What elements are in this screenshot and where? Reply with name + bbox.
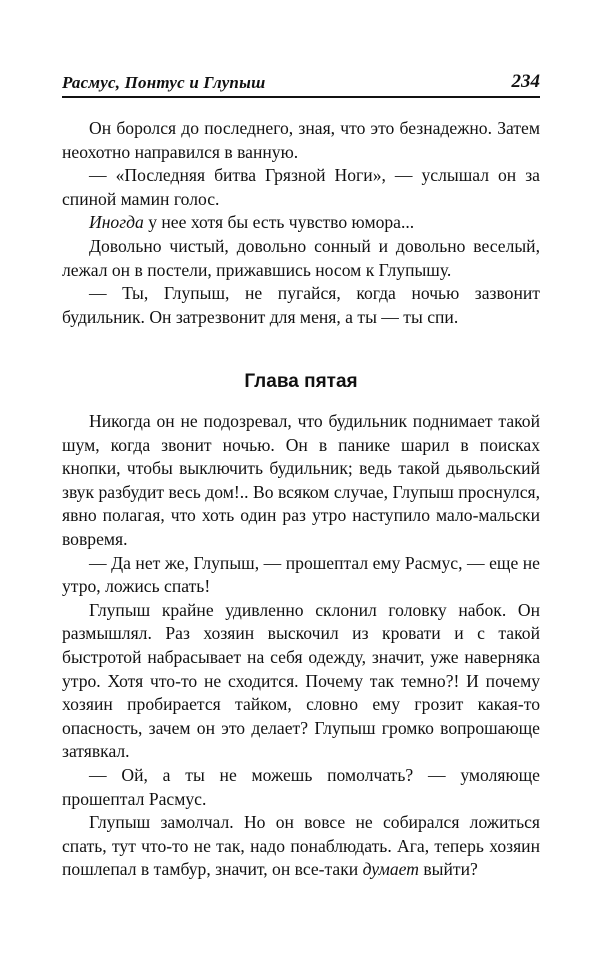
paragraph: — Ты, Глупыш, не пугайся, когда ночью зазвонит будильник. Он затрезвонит для меня, а ты — ты спи. bbox=[62, 283, 540, 327]
paragraph: Иногда у нее хотя бы есть чувство юмора... bbox=[89, 212, 415, 233]
paragraph: — Да нет же, Глупыш, — прошептал ему Расмус, — еще не утро, ложись спать! bbox=[62, 552, 540, 597]
paragraph: Глупыш крайне удивленно склонил головку набок. Он размышлял. Раз хозяин выскочил из кровати и с такой быстротой набрасывает на себя одежду, значит, уже наверняка утро. Хотя что-то не сходится. Почему так темно?! И почему хозяин пробирается тайком, словно ему грозит какая-то опасность, зачем он это делает? Глупыш громко вопрошающе затявкал. bbox=[62, 599, 540, 762]
chapter-title: Глава пятая bbox=[244, 371, 358, 392]
paragraph: — «Последняя битва Грязной Ноги», — услышал он за спиной мамин голос. bbox=[62, 165, 540, 209]
paragraph: — Ой, а ты не можешь помолчать? — умоляюще прошептал Расмус. bbox=[62, 764, 540, 809]
paragraph: Он боролся до последнего, зная, что это безнадежно. Затем неохотно направился в ванную. bbox=[62, 118, 540, 162]
running-title: Расмус, Понтус и Глупыш bbox=[62, 73, 266, 92]
emphasis: думает bbox=[362, 859, 419, 880]
text-block-before-chapter bbox=[62, 117, 540, 329]
paragraph: Никогда он не подозревал, что будильник поднимает такой шум, когда звонит ночью. Он в панике шарил в поисках кнопки, чтобы выключить будильник; ведь такой дьявольский звук разбудит весь дом!.. Во всяком случае, Глупыш проснулся, явно полагая, что хоть один раз утро наступило мало-мальски вовремя. bbox=[62, 411, 540, 549]
paragraph: Довольно чистый, довольно сонный и довольно веселый, лежал он в постели, прижавшись носом к Глупышу. bbox=[62, 235, 540, 280]
paragraph: Глупыш замолчал. Но он вовсе не собирался ложиться спать, тут что-то не так, надо понаблюдать. Ага, теперь хозяин пошлепал в тамбур, значит, он все-таки думает выйти? bbox=[62, 812, 540, 880]
text-block-chapter-five bbox=[62, 410, 540, 882]
emphasis: Иногда bbox=[89, 212, 144, 233]
book-page bbox=[62, 0, 540, 972]
page-number: 234 bbox=[511, 71, 540, 92]
running-header bbox=[62, 72, 540, 98]
